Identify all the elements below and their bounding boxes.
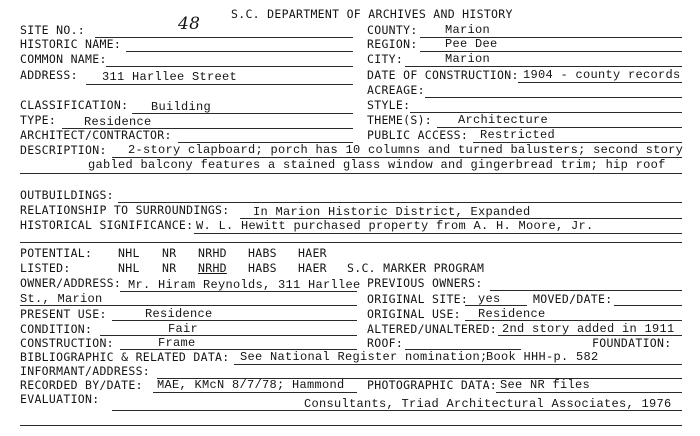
photographic-label: PHOTOGRAPHIC DATA: bbox=[367, 378, 498, 392]
previous-owners-line bbox=[490, 290, 682, 291]
architect-label: ARCHITECT/CONTRACTOR: bbox=[20, 128, 172, 142]
county-label: COUNTY: bbox=[367, 23, 418, 37]
description-rule-2 bbox=[20, 173, 682, 174]
themes-label: THEME(S): bbox=[367, 113, 433, 127]
section-divider bbox=[20, 242, 682, 243]
outbuildings-label: OUTBUILDINGS: bbox=[20, 188, 114, 202]
themes-value: Architecture bbox=[458, 113, 549, 127]
previous-owners-label: PREVIOUS OWNERS: bbox=[367, 276, 483, 290]
address-label: ADDRESS: bbox=[20, 68, 78, 82]
present-use-label: PRESENT USE: bbox=[20, 307, 107, 321]
moved-date-label: MOVED/DATE: bbox=[533, 292, 613, 306]
potential-nhl: NHL bbox=[118, 246, 140, 260]
style-label: STYLE: bbox=[367, 98, 411, 112]
informant-label: INFORMANT/ADDRESS: bbox=[20, 364, 151, 378]
present-use-line bbox=[112, 320, 357, 321]
recorded-label: RECORDED BY/DATE: bbox=[20, 378, 143, 392]
type-label: TYPE: bbox=[20, 113, 57, 127]
significance-label: HISTORICAL SIGNIFICANCE: bbox=[20, 218, 194, 232]
historic-name-label: HISTORIC NAME: bbox=[20, 37, 122, 51]
classification-line bbox=[132, 113, 353, 114]
city-line bbox=[405, 66, 682, 67]
classification-value: Building bbox=[151, 100, 212, 114]
condition-label: CONDITION: bbox=[20, 322, 93, 336]
date-line bbox=[518, 82, 682, 83]
region-value: Pee Dee bbox=[445, 37, 498, 51]
original-site-line bbox=[465, 305, 527, 306]
bibliographic-label: BIBLIOGRAPHIC & RELATED DATA: bbox=[20, 350, 230, 364]
site-no-line bbox=[95, 37, 353, 38]
potential-habs: HABS bbox=[248, 246, 277, 260]
owner-line bbox=[120, 291, 357, 292]
site-no-label: SITE NO.: bbox=[20, 23, 86, 37]
listed-nrhd: NRHD bbox=[198, 261, 227, 275]
form-title: S.C. DEPARTMENT OF ARCHIVES AND HISTORY bbox=[231, 7, 513, 21]
original-use-line bbox=[465, 320, 682, 321]
evaluation-line-2 bbox=[20, 425, 682, 426]
description-line-1: 2-story clapboard; porch has 10 columns and turned balusters; second story bbox=[128, 143, 684, 157]
marker-program-label: S.C. MARKER PROGRAM bbox=[347, 261, 485, 275]
classification-label: CLASSIFICATION: bbox=[20, 98, 129, 112]
owner-label: OWNER/ADDRESS: bbox=[20, 276, 122, 290]
city-value: Marion bbox=[445, 52, 491, 66]
potential-label: POTENTIAL: bbox=[20, 246, 93, 260]
description-line-2: gabled balcony features a stained glass window and gingerbread trim; hip roof bbox=[88, 158, 666, 172]
type-value: Residence bbox=[84, 115, 152, 129]
city-label: CITY: bbox=[367, 52, 404, 66]
public-access-label: PUBLIC ACCESS: bbox=[367, 128, 469, 142]
relationship-label: RELATIONSHIP TO SURROUNDINGS: bbox=[20, 203, 230, 217]
listed-nhl: NHL bbox=[118, 261, 140, 275]
original-site-value: yes bbox=[478, 292, 501, 306]
address-value: 311 Harllee Street bbox=[102, 70, 238, 84]
bibliographic-value-1: See National Register nomination; bbox=[240, 350, 488, 364]
construction-label: CONSTRUCTION: bbox=[20, 336, 114, 350]
common-name-line bbox=[106, 66, 353, 67]
altered-value: 2nd story added in 1911 bbox=[502, 322, 675, 336]
site-no-value: 48 bbox=[178, 14, 201, 34]
region-label: REGION: bbox=[367, 37, 418, 51]
county-value: Marion bbox=[445, 23, 491, 37]
potential-haer: HAER bbox=[298, 246, 327, 260]
condition-line bbox=[100, 335, 357, 336]
potential-nr: NR bbox=[162, 246, 177, 260]
evaluation-label: EVALUATION: bbox=[20, 392, 100, 406]
listed-nr: NR bbox=[162, 261, 177, 275]
recorded-line bbox=[153, 392, 357, 393]
owner-value-1: Mr. Hiram Reynolds, 311 Harllee bbox=[128, 278, 361, 292]
original-use-label: ORIGINAL USE: bbox=[367, 307, 461, 321]
original-use-value: Residence bbox=[478, 307, 546, 321]
evaluation-line bbox=[112, 410, 682, 411]
construction-value: Frame bbox=[158, 336, 196, 350]
owner-line-2 bbox=[20, 305, 357, 306]
historic-name-line bbox=[126, 51, 353, 52]
significance-value: W. L. Hewitt purchased property from A. H. Moore, Jr. bbox=[196, 219, 594, 233]
listed-label: LISTED: bbox=[20, 261, 71, 275]
photographic-value: See NR files bbox=[500, 378, 591, 392]
date-label: DATE OF CONSTRUCTION: bbox=[367, 68, 519, 82]
foundation-label: FOUNDATION: bbox=[592, 336, 672, 350]
condition-value: Fair bbox=[168, 322, 199, 336]
photographic-line bbox=[496, 392, 682, 393]
significance-line bbox=[194, 233, 682, 234]
address-line bbox=[86, 84, 353, 85]
common-name-label: COMMON NAME: bbox=[20, 52, 107, 66]
original-site-label: ORIGINAL SITE: bbox=[367, 292, 469, 306]
date-value: 1904 - county records bbox=[523, 68, 681, 82]
relationship-value: In Marion Historic District, Expanded bbox=[253, 205, 531, 219]
themes-line bbox=[437, 127, 682, 128]
acreage-line bbox=[425, 97, 682, 98]
listed-habs: HABS bbox=[248, 261, 277, 275]
moved-date-line bbox=[614, 305, 682, 306]
description-label: DESCRIPTION: bbox=[20, 143, 107, 157]
public-access-value: Restricted bbox=[480, 128, 556, 142]
evaluation-value: Consultants, Triad Architectural Associates, 1976 bbox=[304, 397, 672, 411]
roof-label: ROOF: bbox=[367, 336, 404, 350]
acreage-label: ACREAGE: bbox=[367, 83, 425, 97]
listed-haer: HAER bbox=[298, 261, 327, 275]
recorded-value: MAE, KMcN 8/7/78; Hammond bbox=[157, 378, 345, 392]
bibliographic-value-2: Book HHH-p. 582 bbox=[486, 350, 599, 364]
potential-nrhd: NRHD bbox=[198, 246, 227, 260]
bibliographic-line bbox=[234, 364, 682, 365]
owner-value-2: St., Marion bbox=[20, 292, 103, 306]
present-use-value: Residence bbox=[145, 307, 213, 321]
altered-label: ALTERED/UNALTERED: bbox=[367, 322, 498, 336]
